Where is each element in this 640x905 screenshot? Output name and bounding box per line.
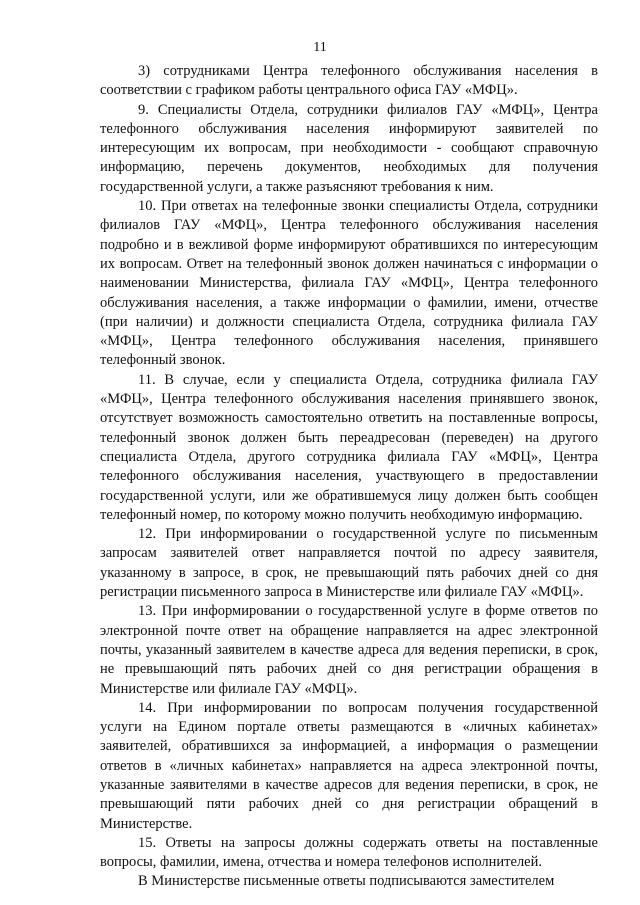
paragraph-12: 12. При информировании о государственной услуге по письменным запросам заявителей ответ направляется почтой по адресу заявителя, указанному в запросе, в срок, не превышающий пять рабочих дней со дня регистрации письменного запроса в Министерстве или филиале ГАУ «МФЦ». xyxy=(100,526,598,601)
paragraph-9: 9. Специалисты Отдела, сотрудники филиалов ГАУ «МФЦ», Центра телефонного обслуживания населения информируют заявителей по интересующим их вопросам, при необходимости - сообщают справочную информацию, перечень документов, необходимых для получения государственной услуги, а также разъясняют требования к ним. xyxy=(100,101,598,195)
paragraph-14: 14. При информировании по вопросам получения государственной услуги на Едином портале ответы размещаются в «личных кабинетах» заявителей, обратившихся за информацией, а информация о размещении ответов в «личных кабинетах» направляется на адреса электронной почты, указанные заявителями в качестве адресов для ведения переписки, в срок, не превышающий пяти рабочих дней со дня регистрации обращений в Министерстве. xyxy=(100,699,598,832)
paragraph-ministry-signing: В Министерстве письменные ответы подписываются заместителем xyxy=(138,873,555,890)
paragraph-13: 13. При информировании о государственной услуге в форме ответов по электронной почте ответ на обращение направляется на адрес электронной почты, указанный заявителем в качестве адреса для ведения переписки, в срок, не превышающий пять рабочих дней со дня регистрации обращения в Министерстве или филиале ГАУ «МФЦ». xyxy=(100,603,598,697)
paragraph-15: 15. Ответы на запросы должны содержать ответы на поставленные вопросы, фамилии, имена, отчества и номера телефонов исполнителей. xyxy=(100,834,598,871)
paragraph-11: 11. В случае, если у специалиста Отдела, сотрудника филиала ГАУ «МФЦ», Центра телефонного обслуживания населения принявшего звонок, отсутствует возможность самостоятельно ответить на поставленные вопросы, телефонный звонок должен быть переадресован (переведен) на другого специалиста Отдела, другого сотрудника филиала ГАУ «МФЦ», Центра телефонного обслуживания населения, участвующего в предоставлении государственной услуги, или же обратившемуся лицу должен быть сообщен телефонный номер, по которому можно получить необходимую информацию. xyxy=(100,371,598,523)
paragraph-item-3: 3) сотрудниками Центра телефонного обслуживания населения в соответствии с графиком работы центрального офиса ГАУ «МФЦ». xyxy=(100,63,598,99)
paragraph-10: 10. При ответах на телефонные звонки специалисты Отдела, сотрудники филиалов ГАУ «МФЦ», Центра телефонного обслуживания населения подробно и в вежливой форме информируют обратившихся по интересующим их вопросам. Ответ на телефонный звонок должен начинаться с информации о наименовании Министерства, филиала ГАУ «МФЦ», Центра телефонного обслуживания населения, а также информации о фамилии, имени, отчестве (при наличии) и должности специалиста Отдела, сотрудника филиала ГАУ «МФЦ», Центра телефонного обслуживания населения, принявшего телефонный звонок. xyxy=(100,198,598,369)
page-number: 11 xyxy=(313,40,327,55)
document-body xyxy=(100,62,598,892)
